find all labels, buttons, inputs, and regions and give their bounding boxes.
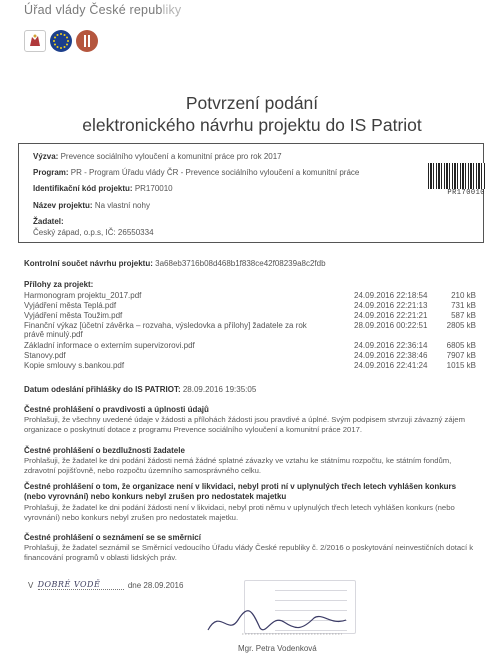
barcode-icon (428, 163, 486, 189)
call-row: Výzva: Prevence sociálního vyloučení a komunitní práce pro rok 2017 (33, 152, 282, 161)
office-name: Úřad vlády České republiky (24, 3, 182, 17)
signer-name: Mgr. Petra Vodenková (238, 644, 317, 653)
attachment-row: Stanovy.pdf 24.09.2016 22:38:46 7907 kB (24, 351, 476, 360)
declaration-text: Prohlašuji, že žadatel ke dni podání žádosti nemá žádné splatné závazky ve vztahu ke státnímu rozpočtu, ke státním fondům, zdravotní pojišťovně, nebo rozpočtu územního samosprávného celku. (24, 456, 452, 475)
declaration-heading: Čestné prohlášení o tom, že organizace není v likvidaci, nebyl proti ní v uplynulých třech letech vyhlášen konkurs (nebo vyrovnání) nebo konkurs nebyl zrušen pro nedostatek majetku (24, 482, 457, 501)
project-name-row: Název projektu: Na vlastní nohy (33, 201, 150, 210)
declaration-heading: Čestné prohlášení o pravdivosti a úplnosti údajů (24, 405, 209, 414)
program-icon (76, 30, 98, 52)
attachment-row: Vyjádření města Teplá.pdf 24.09.2016 22:21:13 731 kB (24, 301, 476, 310)
declaration-text: Prohlašuji, že žadatel seznámil se Směrnicí vedoucího Úřadu vlády České republiky č. 2/2016 o poskytování neinvestičních dotací k financování programů v oblasti lidských práv. (24, 543, 474, 562)
attachment-row: Finanční výkaz [účetní závěrka – rozvaha, výsledovka a přílohy] žadatele za rok právě minulý.pdf 28.09.2016 00:22:51 2805 kB (24, 321, 476, 339)
document-subtitle: elektronického návrhu projektu do IS Patriot (82, 115, 422, 135)
barcode-text: PR170010 (447, 189, 485, 197)
applicant-value: Český západ, o.p.s, IČ: 26550334 (33, 228, 154, 237)
czech-lion-icon (24, 30, 46, 52)
checksum-row: Kontrolní součet návrhu projektu: 3a68eb3716b08d468b1f838ce42f08239a8c2fdb (24, 259, 326, 268)
program-row: Program: PR - Program Úřadu vlády ČR - Prevence sociálního vyloučení a komunitní práce (33, 168, 360, 177)
document-title: Potvrzení podání (185, 93, 319, 113)
attachments-label: Přílohy za projekt: (24, 280, 94, 289)
declaration-text: Prohlašuji, že žadatel ke dni podání žádosti není v likvidaci, nebyl proti němu v uplynulých třech letech vyhlášen konkurs (nebo vyrovnání) nebo konkurs nebyl zrušen pro nedostatek majetku. (24, 503, 455, 522)
handwritten-signature-icon (202, 600, 352, 642)
eu-stars-icon (50, 30, 72, 52)
applicant-label: Žadatel: (33, 217, 64, 226)
declaration-heading: Čestné prohlášení o bezdlužnosti žadatele (24, 446, 185, 455)
project-id-row: Identifikační kód projektu: PR170010 (33, 184, 173, 193)
attachment-row: Vyjádření města Toužim.pdf 24.09.2016 22:21:21 587 kB (24, 311, 476, 320)
attachment-row: Harmonogram projektu_2017.pdf 24.09.2016 22:18:54 210 kB (24, 291, 476, 300)
submission-date-row: Datum odeslání přihlášky do IS PATRIOT: 28.09.2016 19:35:05 (24, 385, 257, 394)
attachment-row: Kopie smlouvy s.bankou.pdf 24.09.2016 22:41:24 1015 kB (24, 361, 476, 370)
declaration-text: Prohlašuji, že všechny uvedené údaje v žádosti a přílohách žádosti jsou pravdivé a úplné. Svým podpisem stvrzuji závazný zájem organizace o poskytnutí dotace z programu Prevence sociálního vyloučení a komunitní práce 2017. (24, 415, 465, 434)
declaration-heading: Čestné prohlášení o seznámení se se směrnicí (24, 533, 201, 542)
header-logos (24, 30, 98, 52)
project-info-box (18, 143, 484, 243)
attachment-row: Základní informace o externím supervizorovi.pdf 24.09.2016 22:36:14 6805 kB (24, 341, 476, 350)
signature-place: DOBRÉ VODĚ (37, 580, 101, 589)
signature-place-date: V DOBRÉ VODĚ dne 28.09.2016 (28, 580, 184, 590)
